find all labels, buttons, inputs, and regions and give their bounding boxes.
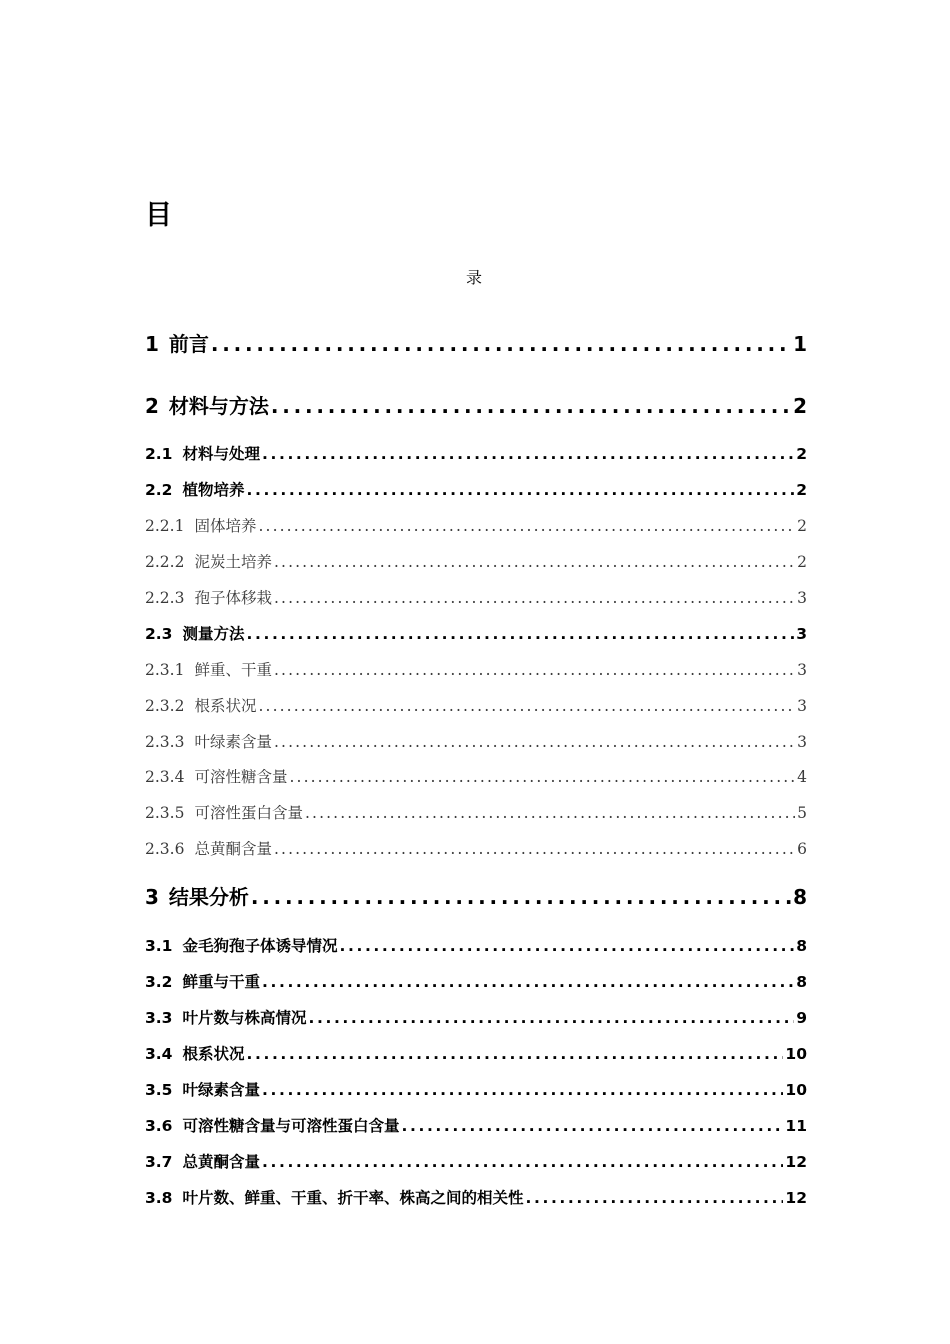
toc-dot-leader (258, 517, 795, 535)
toc-entry-number: 2.1 (145, 445, 173, 463)
toc-entry[interactable] (145, 550, 807, 574)
toc-dot-leader (339, 937, 794, 955)
toc-entry-number: 3.2 (145, 973, 173, 991)
toc-entry-title: 可溶性蛋白含量 (194, 804, 303, 822)
toc-entry-page-number: 9 (796, 1009, 807, 1027)
toc-entry-title: 鲜重与干重 (182, 973, 260, 991)
toc-dot-leader (258, 697, 795, 715)
toc-entry-page-number: 2 (796, 481, 807, 499)
toc-entry[interactable] (145, 970, 807, 994)
toc-dot-leader (211, 332, 791, 356)
toc-entry-number: 2.2 (145, 481, 173, 499)
toc-entry-label (145, 837, 272, 859)
toc-entry[interactable] (145, 694, 807, 718)
toc-entry-label (145, 730, 272, 752)
toc-entry-title: 可溶性糖含量与可溶性蛋白含量 (182, 1117, 400, 1135)
toc-entry-title: 根系状况 (182, 1045, 245, 1063)
toc-entry-title: 材料与处理 (182, 445, 260, 463)
toc-entry-title: 鲜重、干重 (194, 661, 272, 679)
toc-dot-leader (262, 1153, 783, 1171)
toc-dot-leader (274, 840, 795, 858)
toc-entry-label (145, 1150, 260, 1172)
toc-entry-page-number: 3 (797, 661, 807, 679)
toc-entry-page-number: 3 (797, 697, 807, 715)
toc-entry-title: 测量方法 (182, 625, 245, 643)
toc-entry-page-number: 2 (797, 553, 807, 571)
toc-entry[interactable] (145, 934, 807, 958)
toc-entry-page-number: 8 (793, 885, 807, 909)
toc-dot-leader (274, 553, 795, 571)
toc-entry-number: 3.5 (145, 1081, 173, 1099)
toc-dot-leader (525, 1189, 783, 1207)
toc-entry-title: 叶片数、鲜重、干重、折干率、株高之间的相关性 (182, 1189, 524, 1207)
toc-entry[interactable] (145, 1006, 807, 1030)
toc-entry[interactable] (145, 478, 807, 502)
toc-entry-page-number: 4 (797, 768, 807, 786)
toc-entry-page-number: 2 (797, 517, 807, 535)
toc-entry-page-number: 3 (796, 625, 807, 643)
toc-entry-label (145, 1006, 306, 1028)
toc-dot-leader (246, 1045, 783, 1063)
toc-entry-label (145, 1114, 399, 1136)
toc-entry-number: 3.3 (145, 1009, 173, 1027)
toc-entry[interactable] (145, 765, 807, 789)
toc-entry[interactable] (145, 1186, 807, 1210)
toc-entry[interactable] (145, 801, 807, 825)
toc-entry-number: 2.2.2 (145, 553, 185, 571)
toc-entry[interactable] (145, 1042, 807, 1066)
toc-entry[interactable] (145, 514, 807, 538)
toc-entry-label (145, 934, 337, 956)
toc-entry-number: 2 (145, 394, 159, 418)
toc-dot-leader (271, 394, 791, 418)
toc-entry[interactable] (145, 837, 807, 861)
toc-dot-leader (274, 661, 795, 679)
toc-entry[interactable] (145, 881, 807, 911)
toc-entry-number: 3 (145, 885, 159, 909)
toc-entry-page-number: 8 (796, 973, 807, 991)
toc-entry[interactable] (145, 1150, 807, 1174)
toc-entry-title: 孢子体移栽 (194, 589, 272, 607)
toc-entry-page-number: 3 (797, 589, 807, 607)
toc-entry[interactable] (145, 730, 807, 754)
toc-dot-leader (401, 1117, 783, 1135)
toc-entry-title: 叶绿素含量 (194, 733, 272, 751)
toc-entry-label (145, 442, 260, 464)
toc-entry-title: 泥炭土培养 (194, 553, 272, 571)
toc-entry-label (145, 550, 272, 572)
toc-entry[interactable] (145, 658, 807, 682)
toc-dot-leader (246, 481, 794, 499)
toc-entry-page-number: 2 (793, 394, 807, 418)
toc-entry-label (145, 1042, 244, 1064)
toc-entry-title: 材料与方法 (168, 394, 269, 418)
toc-dot-leader (246, 625, 794, 643)
toc-entry-number: 1 (145, 332, 159, 356)
toc-entry-page-number: 12 (785, 1189, 807, 1207)
toc-entry-number: 3.7 (145, 1153, 173, 1171)
toc-entry-number: 2.3.4 (145, 768, 185, 786)
toc-entry[interactable] (145, 1078, 807, 1102)
toc-dot-leader (308, 1009, 794, 1027)
toc-entry[interactable] (145, 586, 807, 610)
toc-entry-number: 2.3.3 (145, 733, 185, 751)
toc-entry-label (145, 970, 260, 992)
toc-entry-title: 植物培养 (182, 481, 245, 499)
toc-entry-label (145, 622, 244, 644)
toc-entry-number: 2.3.5 (145, 804, 185, 822)
toc-entry-label (145, 514, 256, 536)
toc-entry-number: 2.2.3 (145, 589, 185, 607)
toc-entry-page-number: 10 (785, 1045, 807, 1063)
toc-entry-number: 3.8 (145, 1189, 173, 1207)
toc-entry-number: 3.6 (145, 1117, 173, 1135)
toc-dot-leader (305, 804, 795, 822)
toc-title-second-char: 录 (466, 268, 483, 287)
toc-entry-label (145, 658, 272, 680)
toc-entry-number: 2.3 (145, 625, 173, 643)
toc-entry-title: 可溶性糖含量 (194, 768, 288, 786)
toc-entry[interactable] (145, 442, 807, 466)
toc-entry-page-number: 3 (797, 733, 807, 751)
toc-dot-leader (274, 733, 795, 751)
toc-entry-page-number: 10 (785, 1081, 807, 1099)
toc-entry[interactable] (145, 328, 807, 358)
toc-entry-label (145, 328, 209, 357)
toc-dot-leader (274, 589, 795, 607)
toc-entry-title: 金毛狗孢子体诱导情况 (182, 937, 338, 955)
toc-entry-title: 叶片数与株高情况 (182, 1009, 307, 1027)
toc-entry-title: 结果分析 (168, 885, 249, 909)
toc-entry-page-number: 5 (797, 804, 807, 822)
toc-entry-page-number: 2 (796, 445, 807, 463)
toc-entry-title: 根系状况 (194, 697, 257, 715)
toc-entry-label (145, 1078, 260, 1100)
toc-entry-number: 2.3.1 (145, 661, 185, 679)
toc-entry-label (145, 881, 249, 910)
toc-entry[interactable] (145, 390, 807, 420)
toc-entry-label (145, 1186, 523, 1208)
toc-entry-title: 叶绿素含量 (182, 1081, 260, 1099)
toc-entry-page-number: 6 (797, 840, 807, 858)
toc-entry-label (145, 801, 303, 823)
toc-entry[interactable] (145, 1114, 807, 1138)
toc-dot-leader (251, 885, 791, 909)
toc-entry[interactable] (145, 622, 807, 646)
toc-entry-page-number: 12 (785, 1153, 807, 1171)
toc-dot-leader (289, 768, 795, 786)
toc-dot-leader (262, 973, 794, 991)
toc-entry-label (145, 586, 272, 608)
toc-entry-title: 总黄酮含量 (182, 1153, 260, 1171)
toc-entry-label (145, 478, 244, 500)
toc-entry-number: 3.4 (145, 1045, 173, 1063)
toc-entry-page-number: 8 (796, 937, 807, 955)
toc-entry-label (145, 765, 287, 787)
toc-title-first-char: 目 (145, 200, 172, 231)
toc-entry-number: 3.1 (145, 937, 173, 955)
toc-entry-label (145, 694, 256, 716)
toc-entry-page-number: 1 (793, 332, 807, 356)
toc-entry-title: 固体培养 (194, 517, 257, 535)
toc-entry-label (145, 390, 269, 419)
toc-entry-number: 2.2.1 (145, 517, 185, 535)
toc-entry-number: 2.3.2 (145, 697, 185, 715)
toc-entry-title: 前言 (168, 332, 209, 356)
toc-dot-leader (262, 1081, 783, 1099)
toc-dot-leader (262, 445, 794, 463)
toc-entry-number: 2.3.6 (145, 840, 185, 858)
toc-entry-page-number: 11 (785, 1117, 807, 1135)
toc-entry-title: 总黄酮含量 (194, 840, 272, 858)
